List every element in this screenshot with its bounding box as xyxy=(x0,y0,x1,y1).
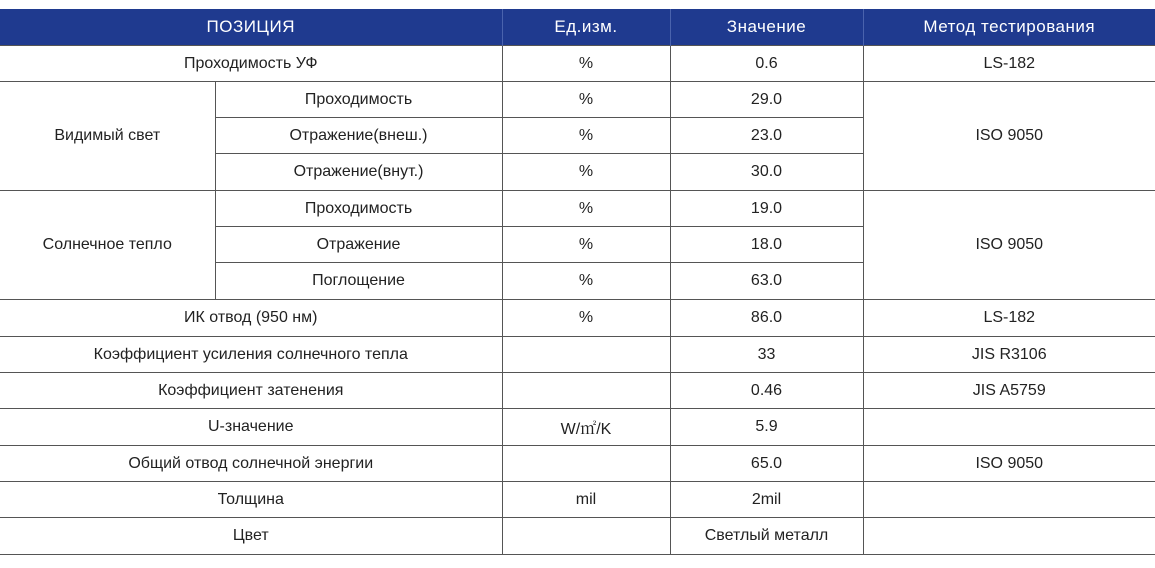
table-row xyxy=(0,446,1155,482)
table-row xyxy=(0,46,1155,82)
row-value: 18.0 xyxy=(670,227,863,263)
spec-table xyxy=(0,9,1155,555)
table-row xyxy=(0,82,1155,118)
row-unit: % xyxy=(502,154,670,191)
row-value: 19.0 xyxy=(670,191,863,227)
header-value: Значение xyxy=(670,9,863,46)
row-unit: % xyxy=(502,191,670,227)
row-name: Общий отвод солнечной энергии xyxy=(0,446,502,482)
row-unit: % xyxy=(502,227,670,263)
row-value: 0.46 xyxy=(670,373,863,409)
row-method: JIS R3106 xyxy=(863,337,1155,373)
row-value: 5.9 xyxy=(670,409,863,446)
row-unit: % xyxy=(502,46,670,82)
row-unit: % xyxy=(502,300,670,337)
row-name: Проходимость xyxy=(215,191,502,227)
row-name: Поглощение xyxy=(215,263,502,300)
row-unit xyxy=(502,446,670,482)
row-name: U-значение xyxy=(0,409,502,446)
table-row xyxy=(0,373,1155,409)
row-unit xyxy=(502,373,670,409)
row-unit xyxy=(502,518,670,555)
table-row xyxy=(0,482,1155,518)
row-method xyxy=(863,482,1155,518)
header-method: Метод тестирования xyxy=(863,9,1155,46)
row-method: LS-182 xyxy=(863,300,1155,337)
row-name: ИК отвод (950 нм) xyxy=(0,300,502,337)
group-visible-light: Видимый свет xyxy=(0,82,215,191)
header-row xyxy=(0,9,1155,46)
group-solar-heat: Солнечное тепло xyxy=(0,191,215,300)
row-name: Коэффициент затенения xyxy=(0,373,502,409)
row-value: 2mil xyxy=(670,482,863,518)
row-method: ISO 9050 xyxy=(863,446,1155,482)
row-unit xyxy=(502,337,670,373)
row-unit: W/㎡/K xyxy=(502,409,670,446)
row-name: Проходимость xyxy=(215,82,502,118)
header-position: ПОЗИЦИЯ xyxy=(0,9,502,46)
table-row xyxy=(0,518,1155,555)
row-value: 23.0 xyxy=(670,118,863,154)
table-row xyxy=(0,300,1155,337)
row-value: Светлый металл xyxy=(670,518,863,555)
row-name: Отражение xyxy=(215,227,502,263)
row-value: 29.0 xyxy=(670,82,863,118)
table-row xyxy=(0,191,1155,227)
row-name: Цвет xyxy=(0,518,502,555)
row-unit: mil xyxy=(502,482,670,518)
table-row xyxy=(0,409,1155,446)
header-unit: Ед.изм. xyxy=(502,9,670,46)
row-value: 33 xyxy=(670,337,863,373)
group-method: ISO 9050 xyxy=(863,191,1155,300)
row-method xyxy=(863,409,1155,446)
row-value: 30.0 xyxy=(670,154,863,191)
row-name: Толщина xyxy=(0,482,502,518)
row-value: 86.0 xyxy=(670,300,863,337)
group-method: ISO 9050 xyxy=(863,82,1155,191)
row-name: Отражение(внеш.) xyxy=(215,118,502,154)
row-unit: % xyxy=(502,82,670,118)
row-unit: % xyxy=(502,118,670,154)
row-name: Коэффициент усиления солнечного тепла xyxy=(0,337,502,373)
row-unit: % xyxy=(502,263,670,300)
row-method: LS-182 xyxy=(863,46,1155,82)
row-value: 0.6 xyxy=(670,46,863,82)
table-row xyxy=(0,337,1155,373)
row-name: Отражение(внут.) xyxy=(215,154,502,191)
row-method xyxy=(863,518,1155,555)
row-name: Проходимость УФ xyxy=(0,46,502,82)
row-value: 63.0 xyxy=(670,263,863,300)
row-method: JIS A5759 xyxy=(863,373,1155,409)
row-value: 65.0 xyxy=(670,446,863,482)
